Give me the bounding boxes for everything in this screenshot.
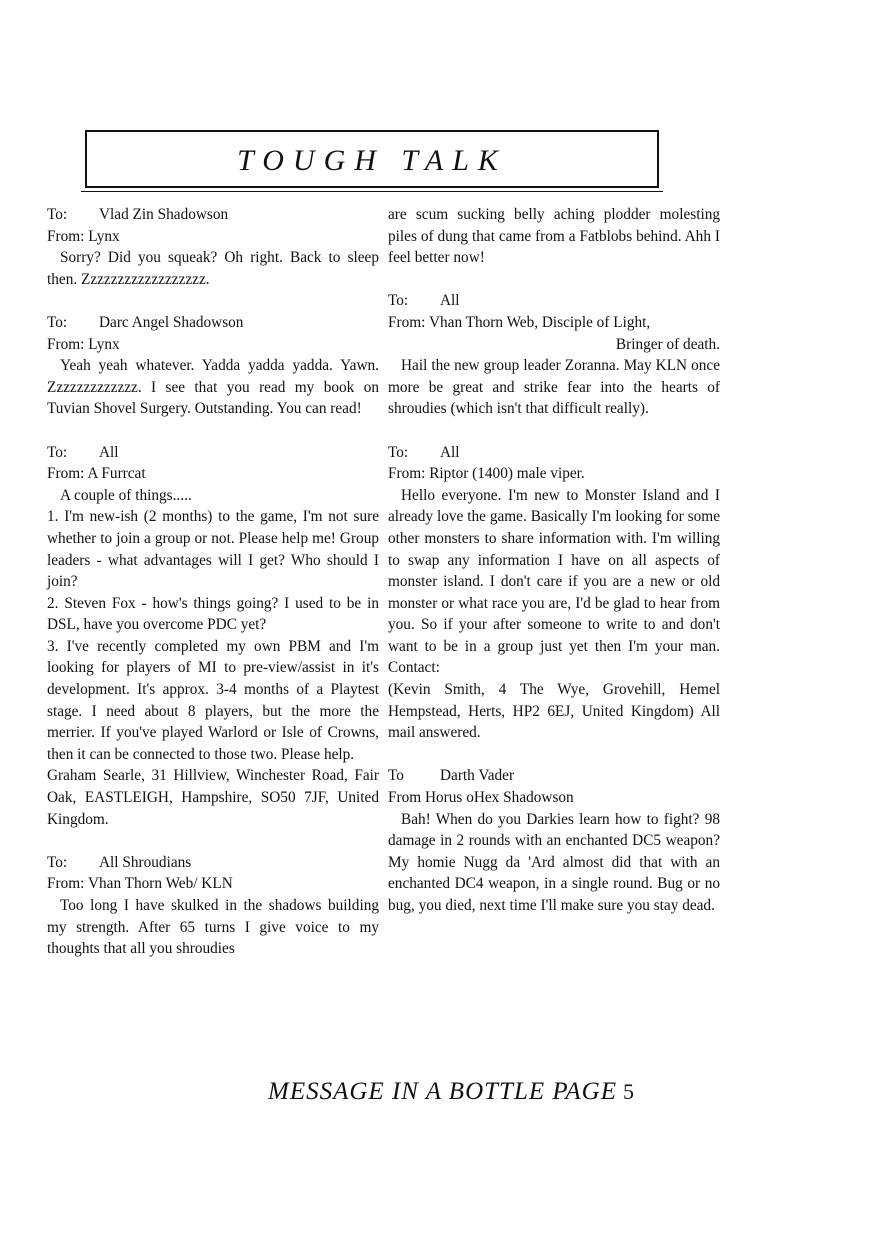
message-continuation (388, 204, 720, 269)
contact-address: (Kevin Smith, 4 The Wye, Grovehill, Hemel Hempstead, Herts, HP2 6EJ, United Kingdom) All mail answered. (388, 681, 720, 742)
title-box (85, 130, 659, 188)
message-body: 1. I'm new-ish (2 months) to the game, I'm not sure whether to join a group or not. Please help me! Group leaders - what advantages will I get? Who should I join? (47, 508, 379, 591)
from-line: From Horus oHex Shadowson (388, 789, 574, 807)
to-line: To: Vlad Zin Shadowson (47, 206, 229, 223)
message (388, 442, 720, 744)
page-title: TOUGH TALK (237, 144, 507, 177)
from-line: From: Lynx (47, 227, 120, 245)
to-line: To: All (388, 292, 460, 310)
to-line: To Darth Vader (388, 767, 515, 785)
left-column (47, 204, 379, 981)
message-body: 2. Steven Fox - how's things going? I used to be in DSL, have you overcome PDC yet? (47, 594, 379, 634)
to-line: To: All (388, 443, 460, 461)
message-body: Hello everyone. I'm new to Monster Island and I already love the game. Basically I'm looking for some other monsters to share information with. I'm willing to swap any information I have on all aspects of monster island. I don't care if you are a new or old monster or what race you are, I'd be glad to hear from you. So if your after someone to write to and don't want to be in a group just yet then I'm your man. Contact: (388, 486, 720, 677)
message-body: Hail the new group leader Zoranna. May KLN once more be great and strike fear into the hearts of shroudies (which isn't that difficult really). (388, 357, 720, 418)
message-body: Sorry? Did you squeak? Oh right. Back to sleep then. Zzzzzzzzzzzzzzzzzz. (47, 249, 379, 288)
to-line: To: All (47, 443, 119, 461)
message-body: are scum sucking belly aching plodder molesting piles of dung that came from a Fatblobs behind. Ahh I feel better now! (388, 206, 720, 267)
page-number: 5 (623, 1079, 636, 1104)
from-line: From: Lynx (47, 335, 120, 353)
from-line: From: Vhan Thorn Web, Disciple of Light, (388, 313, 651, 331)
to-line: To: All Shroudians (47, 853, 192, 871)
from-line: From: A Furrcat (47, 465, 146, 483)
footer-title: MESSAGE IN A BOTTLE PAGE (268, 1078, 618, 1105)
to-line: To: Darc Angel Shadowson (47, 313, 244, 331)
message-body: 3. I've recently completed my own PBM and I'm looking for players of MI to pre-view/assist in it's development. It's approx. 3-4 months of a Playtest stage. I need about 8 players, but the more the merrier. If you've played Warlord or Isle of Crowns, then it can be connected to those two. Please help. (47, 637, 379, 763)
page-footer (268, 1078, 635, 1106)
message-body: Yeah yeah whatever. Yadda yadda yadda. Yawn. Zzzzzzzzzzzzz. I see that you read my book on Tuvian Shovel Surgery. Outstanding. You can read! (47, 357, 379, 418)
message-body: A couple of things..... (60, 486, 192, 504)
message (47, 852, 379, 960)
from-line: From: Riptor (1400) male viper. (388, 465, 585, 483)
message-body: Too long I have skulked in the shadows building my strength. After 65 turns I give voice to my thoughts that all you shroudies (47, 897, 379, 958)
message (47, 442, 379, 831)
message (47, 312, 379, 420)
from-line: From: Vhan Thorn Web/ KLN (47, 875, 233, 893)
from-line-continued: Bringer of death. (615, 335, 720, 353)
message-body: Bah! When do you Darkies learn how to fight? 98 damage in 2 rounds with an enchanted DC5 weapon? My homie Nugg da 'Ard almost did that with an enchanted DC4 weapon, in a single round. Bug or no bug, you died, next time I'll make sure you stay dead. (388, 810, 720, 914)
message (388, 290, 720, 420)
message (388, 765, 720, 916)
right-column (388, 204, 720, 938)
contact-address: Graham Searle, 31 Hillview, Winchester Road, Fair Oak, EASTLEIGH, Hampshire, SO50 7JF, United Kingdom. (47, 767, 379, 828)
message (47, 204, 379, 290)
